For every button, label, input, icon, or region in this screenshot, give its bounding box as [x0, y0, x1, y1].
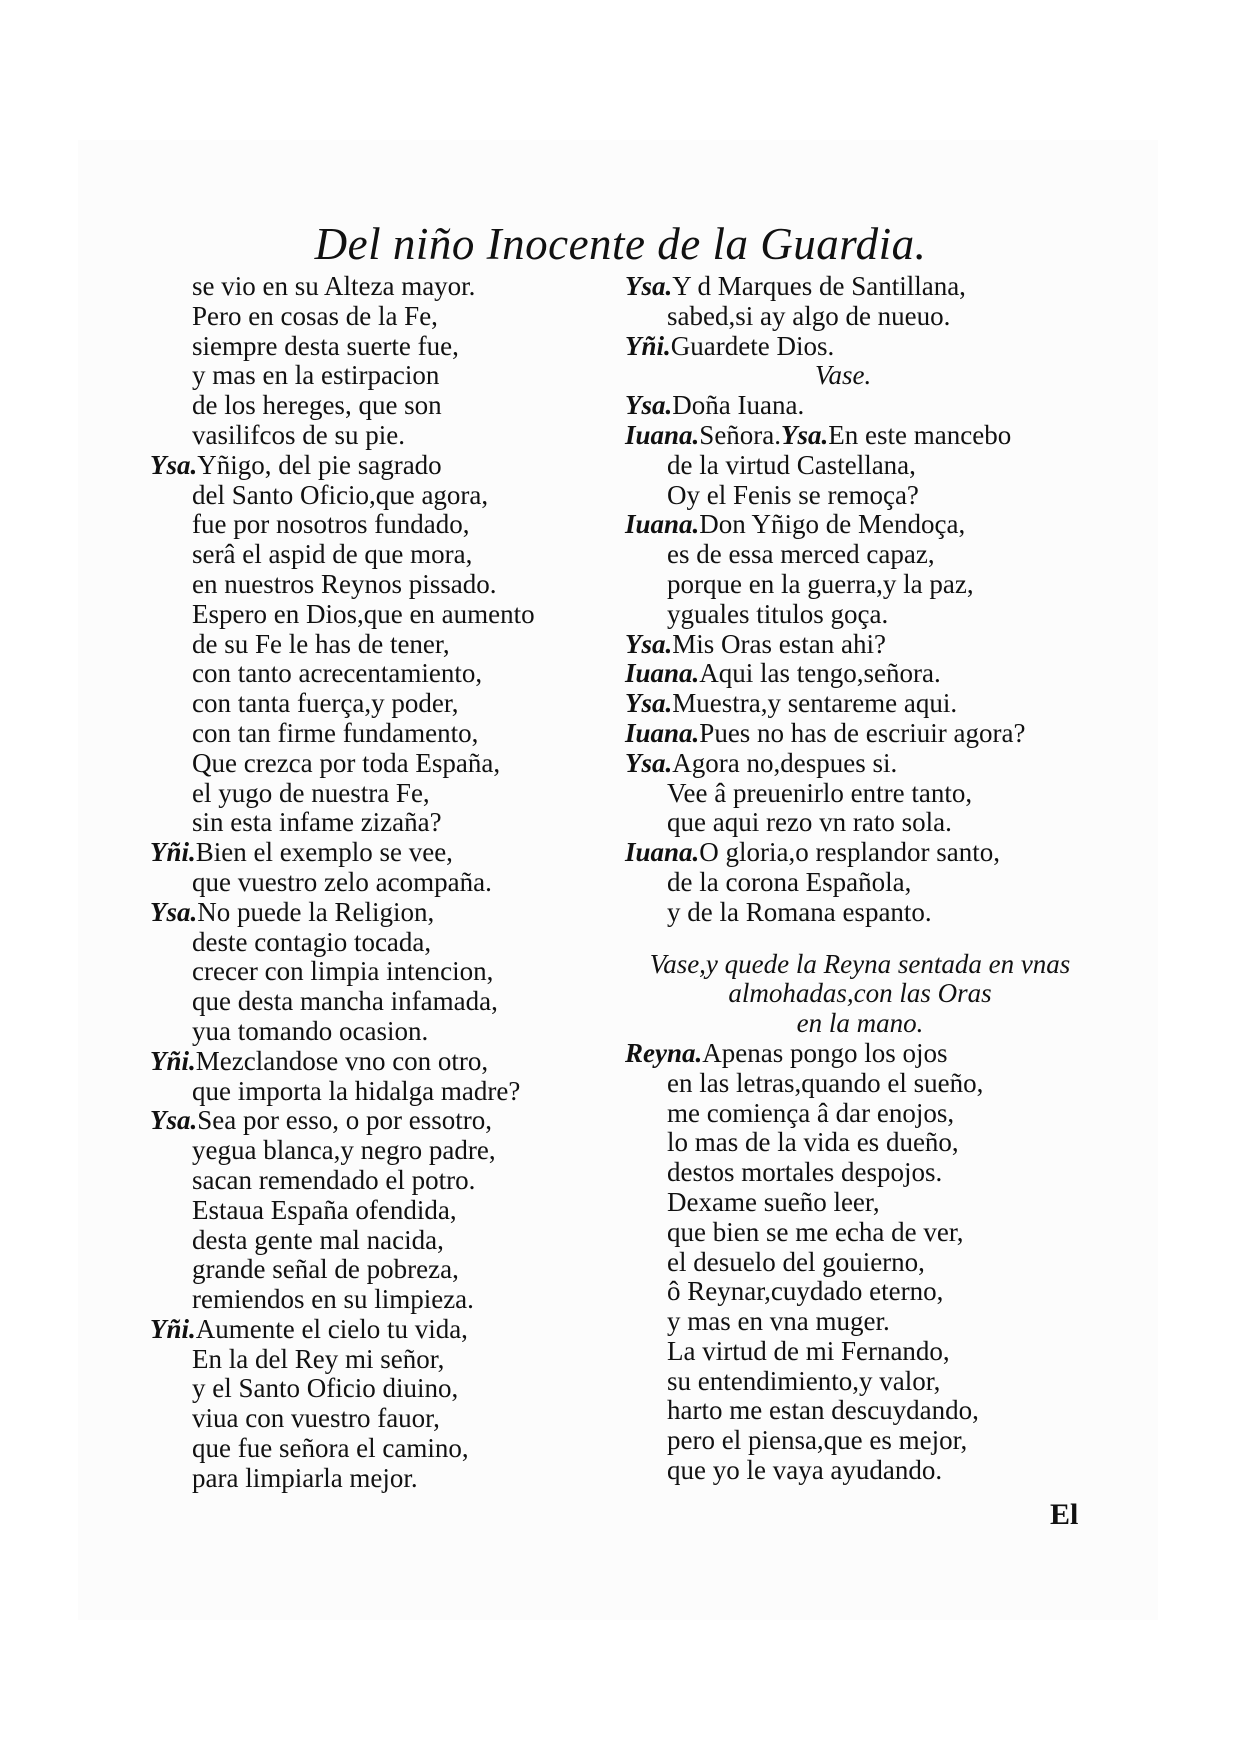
verse-line [150, 510, 650, 540]
verse-text: Apenas pongo los ojos [702, 1037, 948, 1068]
verse-line [625, 600, 1125, 630]
verse-text: Bien el exemplo se vee, [195, 837, 453, 868]
verse-text: ô Reynar,cuydado eterno, [667, 1276, 944, 1307]
verse-text: Vee â preuenirlo entre tanto, [667, 777, 973, 808]
verse-line [150, 570, 650, 600]
verse-text: La virtud de mi Fernando, [667, 1335, 950, 1366]
verse-line [150, 1345, 650, 1375]
verse-text: el yugo de nuestra Fe, [192, 777, 430, 808]
verse-line [625, 779, 1125, 809]
verse-line [625, 1128, 1125, 1158]
verse-text: No puede la Religion, [197, 896, 435, 927]
verse-line [625, 1069, 1125, 1099]
verse-text: sin esta infame zizaña? [192, 807, 442, 838]
speaker-label: Iuana. [625, 837, 700, 868]
speech-line [625, 332, 1125, 362]
verse-text: En la del Rey mi señor, [192, 1343, 445, 1374]
verse-line [150, 928, 650, 958]
speech-line [150, 1047, 650, 1077]
speech-line [625, 630, 1125, 660]
speech-line [625, 719, 1125, 749]
verse-text: Dexame sueño leer, [667, 1186, 880, 1217]
verse-text: que importa la hidalga madre? [192, 1075, 521, 1106]
verse-line [150, 600, 650, 630]
speech-line [625, 689, 1125, 719]
verse-line [625, 1277, 1125, 1307]
verse-text: en nuestros Reynos pissado. [192, 568, 497, 599]
verse-text: Sea por esso, o por essotro, [197, 1105, 492, 1136]
verse-text: Yñigo, del pie sagrado [197, 449, 442, 480]
verse-text: deste contagio tocada, [192, 926, 432, 957]
speech-line [150, 1315, 650, 1345]
speaker-label: Iuana. [625, 658, 700, 689]
verse-line [150, 987, 650, 1017]
verse-line [150, 719, 650, 749]
verse-text: con tanto acrecentamiento, [192, 658, 483, 689]
verse-text: Señora. [699, 419, 782, 450]
verse-line [150, 1226, 650, 1256]
running-head: Del niño Inocente de la Guardia. [314, 219, 927, 269]
verse-text: sacan remendado el potro. [192, 1164, 476, 1195]
verse-text: pero el piensa,que es mejor, [667, 1425, 968, 1456]
speaker-label: Iuana. [625, 717, 700, 748]
verse-text: que fue señora el camino, [192, 1433, 469, 1464]
verse-text: Oy el Fenis se remoça? [667, 479, 919, 510]
verse-line [150, 361, 650, 391]
verse-text: con tanta fuerça,y poder, [192, 688, 459, 719]
verse-text: lo mas de la vida es dueño, [667, 1127, 959, 1158]
verse-text: Aqui las tengo,señora. [699, 658, 941, 689]
verse-text: me comiença â dar enojos, [667, 1097, 955, 1128]
verse-line [150, 659, 650, 689]
speaker-label: Ysa. [150, 449, 198, 480]
stage-direction-text: Vase. [815, 360, 872, 391]
verse-line [150, 1017, 650, 1047]
verse-line [625, 1396, 1125, 1426]
verse-line [625, 451, 1125, 481]
verse-line [150, 689, 650, 719]
verse-line [150, 332, 650, 362]
verse-text: se vio en su Alteza mayor. [192, 271, 476, 301]
verse-text: crecer con limpia intencion, [192, 956, 494, 987]
speaker-label: Reyna. [625, 1037, 703, 1068]
speaker-label: Ysa. [150, 1105, 198, 1136]
verse-text: del Santo Oficio,que agora, [192, 479, 489, 510]
speaker-label: Iuana. [625, 509, 700, 540]
speaker-label: Yñi. [150, 837, 196, 868]
verse-line [150, 957, 650, 987]
speech-line [625, 391, 1125, 421]
verse-text: Pero en cosas de la Fe, [192, 300, 438, 331]
speaker-label: Ysa. [150, 896, 198, 927]
verse-text: destos mortales despojos. [667, 1157, 943, 1188]
verse-text: de los hereges, que son [192, 390, 442, 421]
verse-line [150, 1404, 650, 1434]
stage-direction [625, 361, 1125, 391]
verse-line [625, 1367, 1125, 1397]
verse-line [625, 540, 1125, 570]
verse-line [625, 481, 1125, 511]
verse-text: para limpiarla mejor. [192, 1462, 418, 1493]
speaker-label: Ysa. [625, 747, 673, 778]
speaker-label: Ysa. [625, 390, 673, 421]
verse-text: de su Fe le has de tener, [192, 628, 450, 659]
verse-text: Doña Iuana. [672, 390, 805, 421]
verse-text: yegua blanca,y negro padre, [192, 1135, 496, 1166]
speech-line [625, 1039, 1125, 1069]
verse-text: Espero en Dios,que en aumento [192, 598, 535, 629]
verse-line [625, 570, 1125, 600]
verse-line [150, 630, 650, 660]
verse-text: viua con vuestro fauor, [192, 1403, 440, 1434]
verse-text: sabed,si ay algo de nueuo. [667, 300, 951, 331]
verse-line [625, 1307, 1125, 1337]
verse-line [150, 391, 650, 421]
verse-text: y mas en vna muger. [667, 1306, 890, 1337]
verse-line [150, 868, 650, 898]
verse-line [150, 1166, 650, 1196]
verse-text: en las letras,quando el sueño, [667, 1067, 984, 1098]
verse-text: grande señal de pobreza, [192, 1254, 459, 1285]
left-column [150, 272, 650, 1494]
verse-line [625, 868, 1125, 898]
stage-direction: Vase,y quede la Reyna sentada en vnas [649, 948, 1071, 979]
verse-line [150, 749, 650, 779]
speech-line [625, 749, 1125, 779]
verse-text: Estaua España ofendida, [192, 1194, 457, 1225]
verse-text: serâ el aspid de que mora, [192, 539, 473, 570]
verse-text: En este mancebo [828, 419, 1012, 450]
verse-text: que aqui rezo vn rato sola. [667, 807, 952, 838]
verse-text: el desuelo del gouierno, [667, 1246, 925, 1277]
verse-line [625, 1218, 1125, 1248]
verse-line [150, 1136, 650, 1166]
verse-line [625, 1248, 1125, 1278]
blank-line [625, 928, 1125, 950]
speaker-label: Ysa. [625, 688, 673, 719]
verse-text: remiendos en su limpieza. [192, 1284, 474, 1315]
verse-line [150, 1464, 650, 1494]
verse-text: desta gente mal nacida, [192, 1224, 444, 1255]
verse-line [150, 272, 650, 302]
verse-line [150, 779, 650, 809]
catchword: El [1050, 1498, 1079, 1531]
verse-line [150, 1374, 650, 1404]
verse-text: que bien se me echa de ver, [667, 1216, 964, 1247]
verse-text: y el Santo Oficio diuino, [192, 1373, 459, 1404]
verse-line [625, 808, 1125, 838]
stage-direction: almohadas,con las Oras [728, 978, 992, 1009]
verse-text: y de la Romana espanto. [667, 896, 932, 927]
verse-line [150, 1434, 650, 1464]
verse-text: que yo le vaya ayudando. [667, 1455, 943, 1486]
verse-text: harto me estan descuydando, [667, 1395, 979, 1426]
verse-line [150, 1077, 650, 1107]
verse-text: Que crezca por toda España, [192, 747, 501, 778]
verse-text: Mis Oras estan ahi? [672, 628, 886, 659]
verse-line [150, 1285, 650, 1315]
stage-direction: en la mano. [796, 1008, 924, 1039]
verse-text: vasilifcos de su pie. [192, 419, 405, 450]
speech-line [625, 272, 1125, 302]
verse-line [625, 898, 1125, 928]
verse-text: yua tomando ocasion. [192, 1015, 429, 1046]
verse-line [150, 808, 650, 838]
verse-text: de la corona Española, [667, 866, 912, 897]
speaker-label: Yñi. [150, 1313, 196, 1344]
verse-text: Guardete Dios. [670, 330, 835, 361]
verse-text: Mezclandose vno con otro, [195, 1045, 489, 1076]
verse-text: y mas en la estirpacion [192, 360, 440, 391]
verse-text: es de essa merced capaz, [667, 539, 935, 570]
verse-text: Agora no,despues si. [672, 747, 898, 778]
verse-text: que desta mancha infamada, [192, 986, 498, 1017]
verse-text: con tan firme fundamento, [192, 717, 479, 748]
speech-line [150, 838, 650, 868]
verse-text: porque en la guerra,y la paz, [667, 568, 974, 599]
verse-text: Muestra,y sentareme aqui. [672, 688, 958, 719]
verse-line [625, 1426, 1125, 1456]
verse-text: yguales titulos goça. [667, 598, 889, 629]
speech-line [625, 838, 1125, 868]
speech-line [150, 898, 650, 928]
speaker-label: Ysa. [625, 271, 673, 301]
speaker-label: Ysa. [781, 419, 829, 450]
speech-line [625, 659, 1125, 689]
verse-line [625, 1456, 1125, 1486]
verse-line [625, 302, 1125, 332]
verse-line [625, 1158, 1125, 1188]
speaker-label: Iuana. [625, 419, 700, 450]
verse-line [150, 1255, 650, 1285]
speech-line [150, 451, 650, 481]
verse-text: fue por nosotros fundado, [192, 509, 470, 540]
verse-line [150, 540, 650, 570]
verse-text: O gloria,o resplandor santo, [699, 837, 1000, 868]
verse-line [625, 1337, 1125, 1367]
verse-text: Don Yñigo de Mendoça, [699, 509, 966, 540]
speaker-label: Yñi. [625, 330, 671, 361]
verse-line [150, 302, 650, 332]
verse-text: siempre desta suerte fue, [192, 330, 459, 361]
verse-text: que vuestro zelo acompaña. [192, 866, 492, 897]
verse-line [150, 481, 650, 511]
speech-line [625, 510, 1125, 540]
right-column [625, 272, 1125, 1486]
speech-line [625, 421, 1125, 451]
verse-text: Pues no has de escriuir agora? [699, 717, 1026, 748]
verse-text: Aumente el cielo tu vida, [195, 1313, 468, 1344]
verse-line [625, 1099, 1125, 1129]
speaker-label: Yñi. [150, 1045, 196, 1076]
verse-text: de la virtud Castellana, [667, 449, 916, 480]
speaker-label: Ysa. [625, 628, 673, 659]
verse-text: Y d Marques de Santillana, [672, 271, 966, 301]
verse-line [150, 421, 650, 451]
verse-line [625, 1188, 1125, 1218]
verse-line [150, 1196, 650, 1226]
verse-text: su entendimiento,y valor, [667, 1365, 941, 1396]
speech-line [150, 1106, 650, 1136]
